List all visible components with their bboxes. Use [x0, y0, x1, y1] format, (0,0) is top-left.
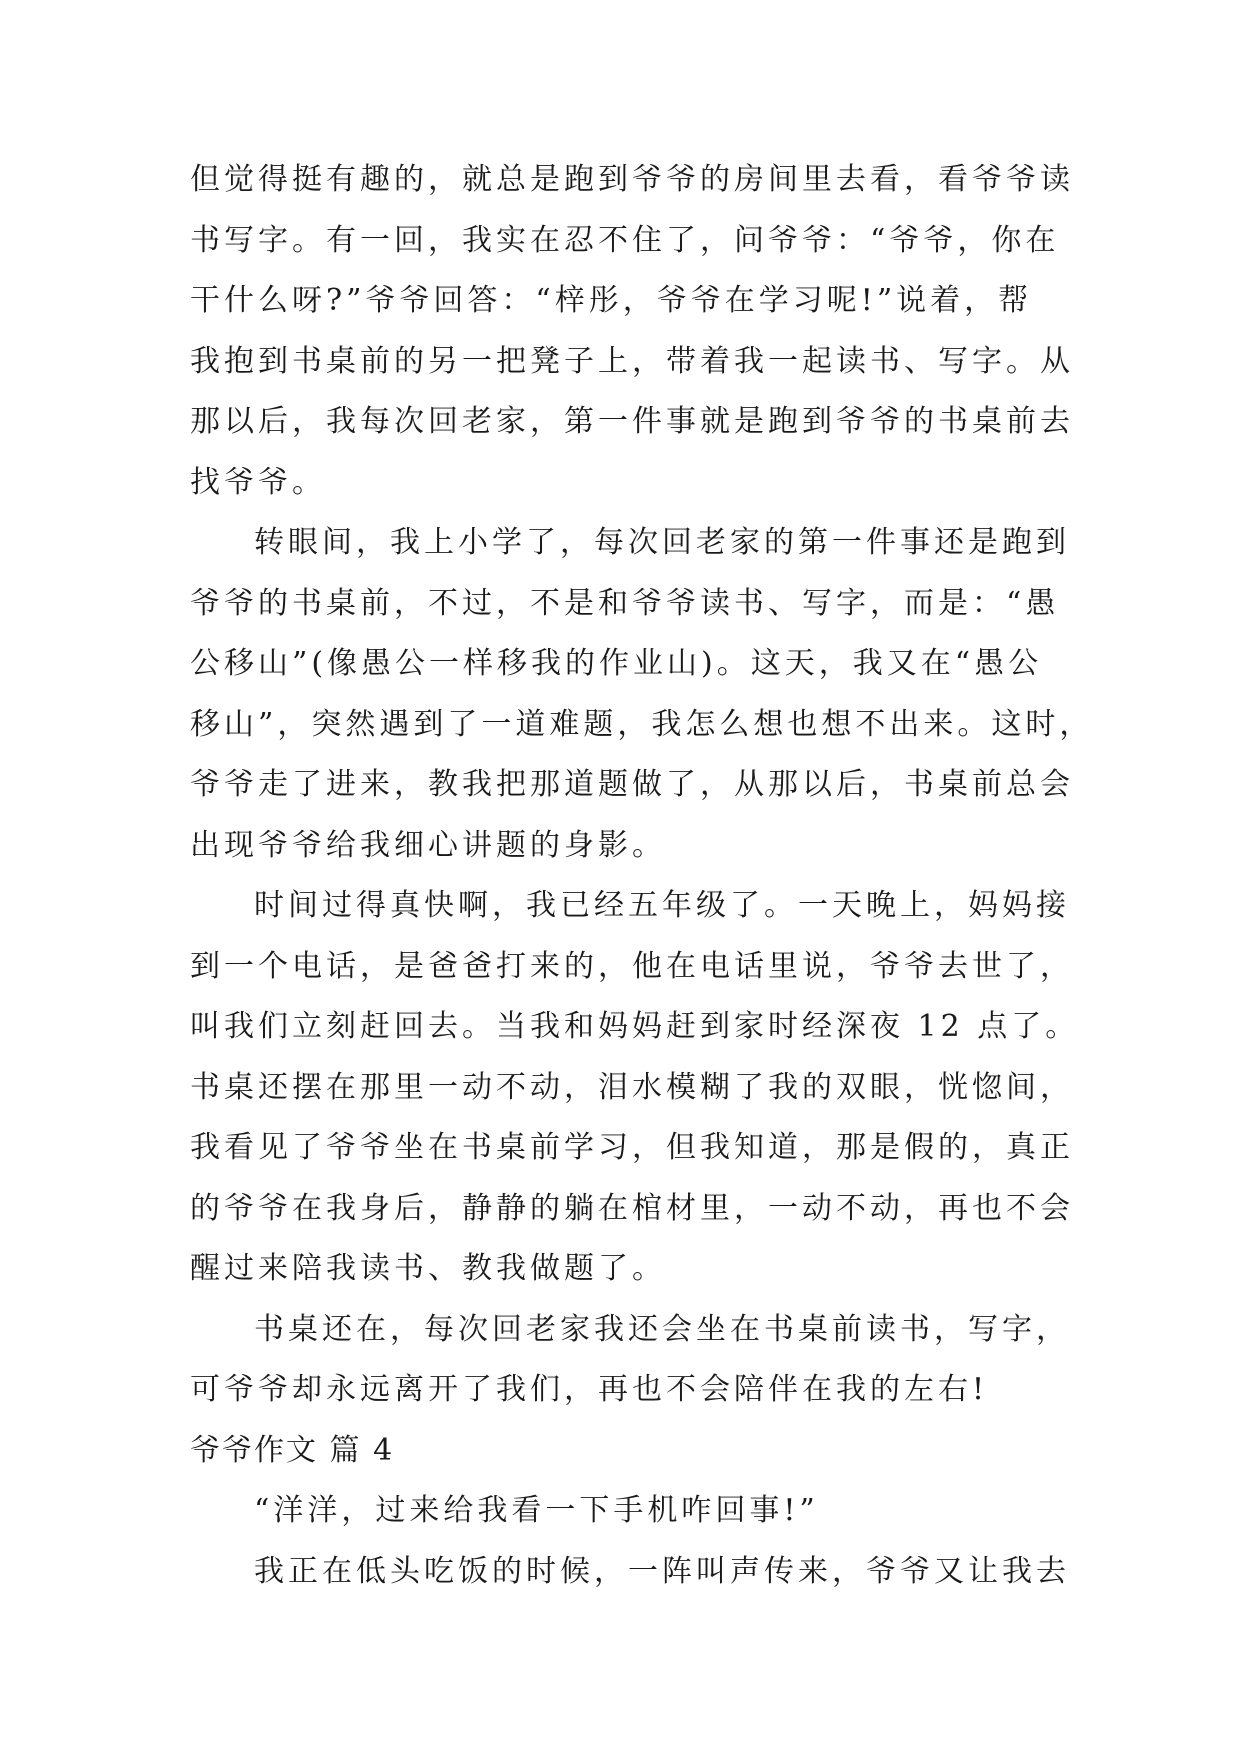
text-line: 叫我们立刻赶回去。当我和妈妈赶到家时经深夜 12 点了。 [190, 1009, 1080, 1044]
text-line: 爷爷走了进来，教我把那道题做了，从那以后，书桌前总会 [190, 767, 1074, 802]
text-line: 找爷爷。 [190, 464, 326, 500]
text-line: 但觉得挺有趣的，就总是跑到爷爷的房间里去看，看爷爷读 [190, 162, 1074, 197]
document-body [190, 150, 1094, 1602]
paragraph-start-line: 转眼间，我上小学了，每次回老家的第一件事还是跑到 [254, 525, 1070, 560]
text-line: 移山”，突然遇到了一道难题，我怎么想也想不出来。这时， [190, 706, 1094, 742]
text-line: 的爷爷在我身后，静静的躺在棺材里，一动不动，再也不会 [190, 1190, 1074, 1226]
text-line: 可爷爷却永远离开了我们，再也不会陪伴在我的左右! [190, 1372, 989, 1407]
section-title: 爷爷作文 篇 4 [190, 1432, 395, 1468]
paragraph-start-line: 书桌还在，每次回老家我还会坐在书桌前读书，写字， [254, 1311, 1070, 1347]
text-line: 出现爷爷给我细心讲题的身影。 [190, 827, 666, 863]
text-line: 书写字。有一回，我实在忍不住了，问爷爷：“爷爷，你在 [190, 222, 1060, 258]
text-line: 爷爷的书桌前，不过，不是和爷爷读书、写字，而是：“愚 [190, 585, 1060, 621]
text-line: 到一个电话，是爸爸打来的，他在电话里说，爷爷去世了， [190, 948, 1074, 984]
text-line: 干什么呀?”爷爷回答：“梓彤，爷爷在学习呢!”说着，帮 [190, 283, 1033, 318]
text-line: 公移山”(像愚公一样移我的作业山)。这天，我又在“愚公 [190, 646, 1043, 681]
text-line: 书桌还摆在那里一动不动，泪水模糊了我的双眼，恍惚间， [190, 1069, 1074, 1105]
text-line: 那以后，我每次回老家，第一件事就是跑到爷爷的书桌前去 [190, 404, 1074, 439]
text-line: 我抱到书桌前的另一把凳子上，带着我一起读书、写字。从 [190, 343, 1074, 379]
paragraph-start-line: 我正在低头吃饭的时候，一阵叫声传来，爷爷又让我去 [254, 1553, 1070, 1589]
text-line: 醒过来陪我读书、教我做题了。 [190, 1251, 666, 1286]
text-line: 我看见了爷爷坐在书桌前学习，但我知道，那是假的，真正 [190, 1130, 1074, 1165]
paragraph-start-line: “洋洋，过来给我看一下手机咋回事!” [254, 1493, 819, 1528]
paragraph-start-line: 时间过得真快啊，我已经五年级了。一天晚上，妈妈接 [254, 888, 1070, 923]
